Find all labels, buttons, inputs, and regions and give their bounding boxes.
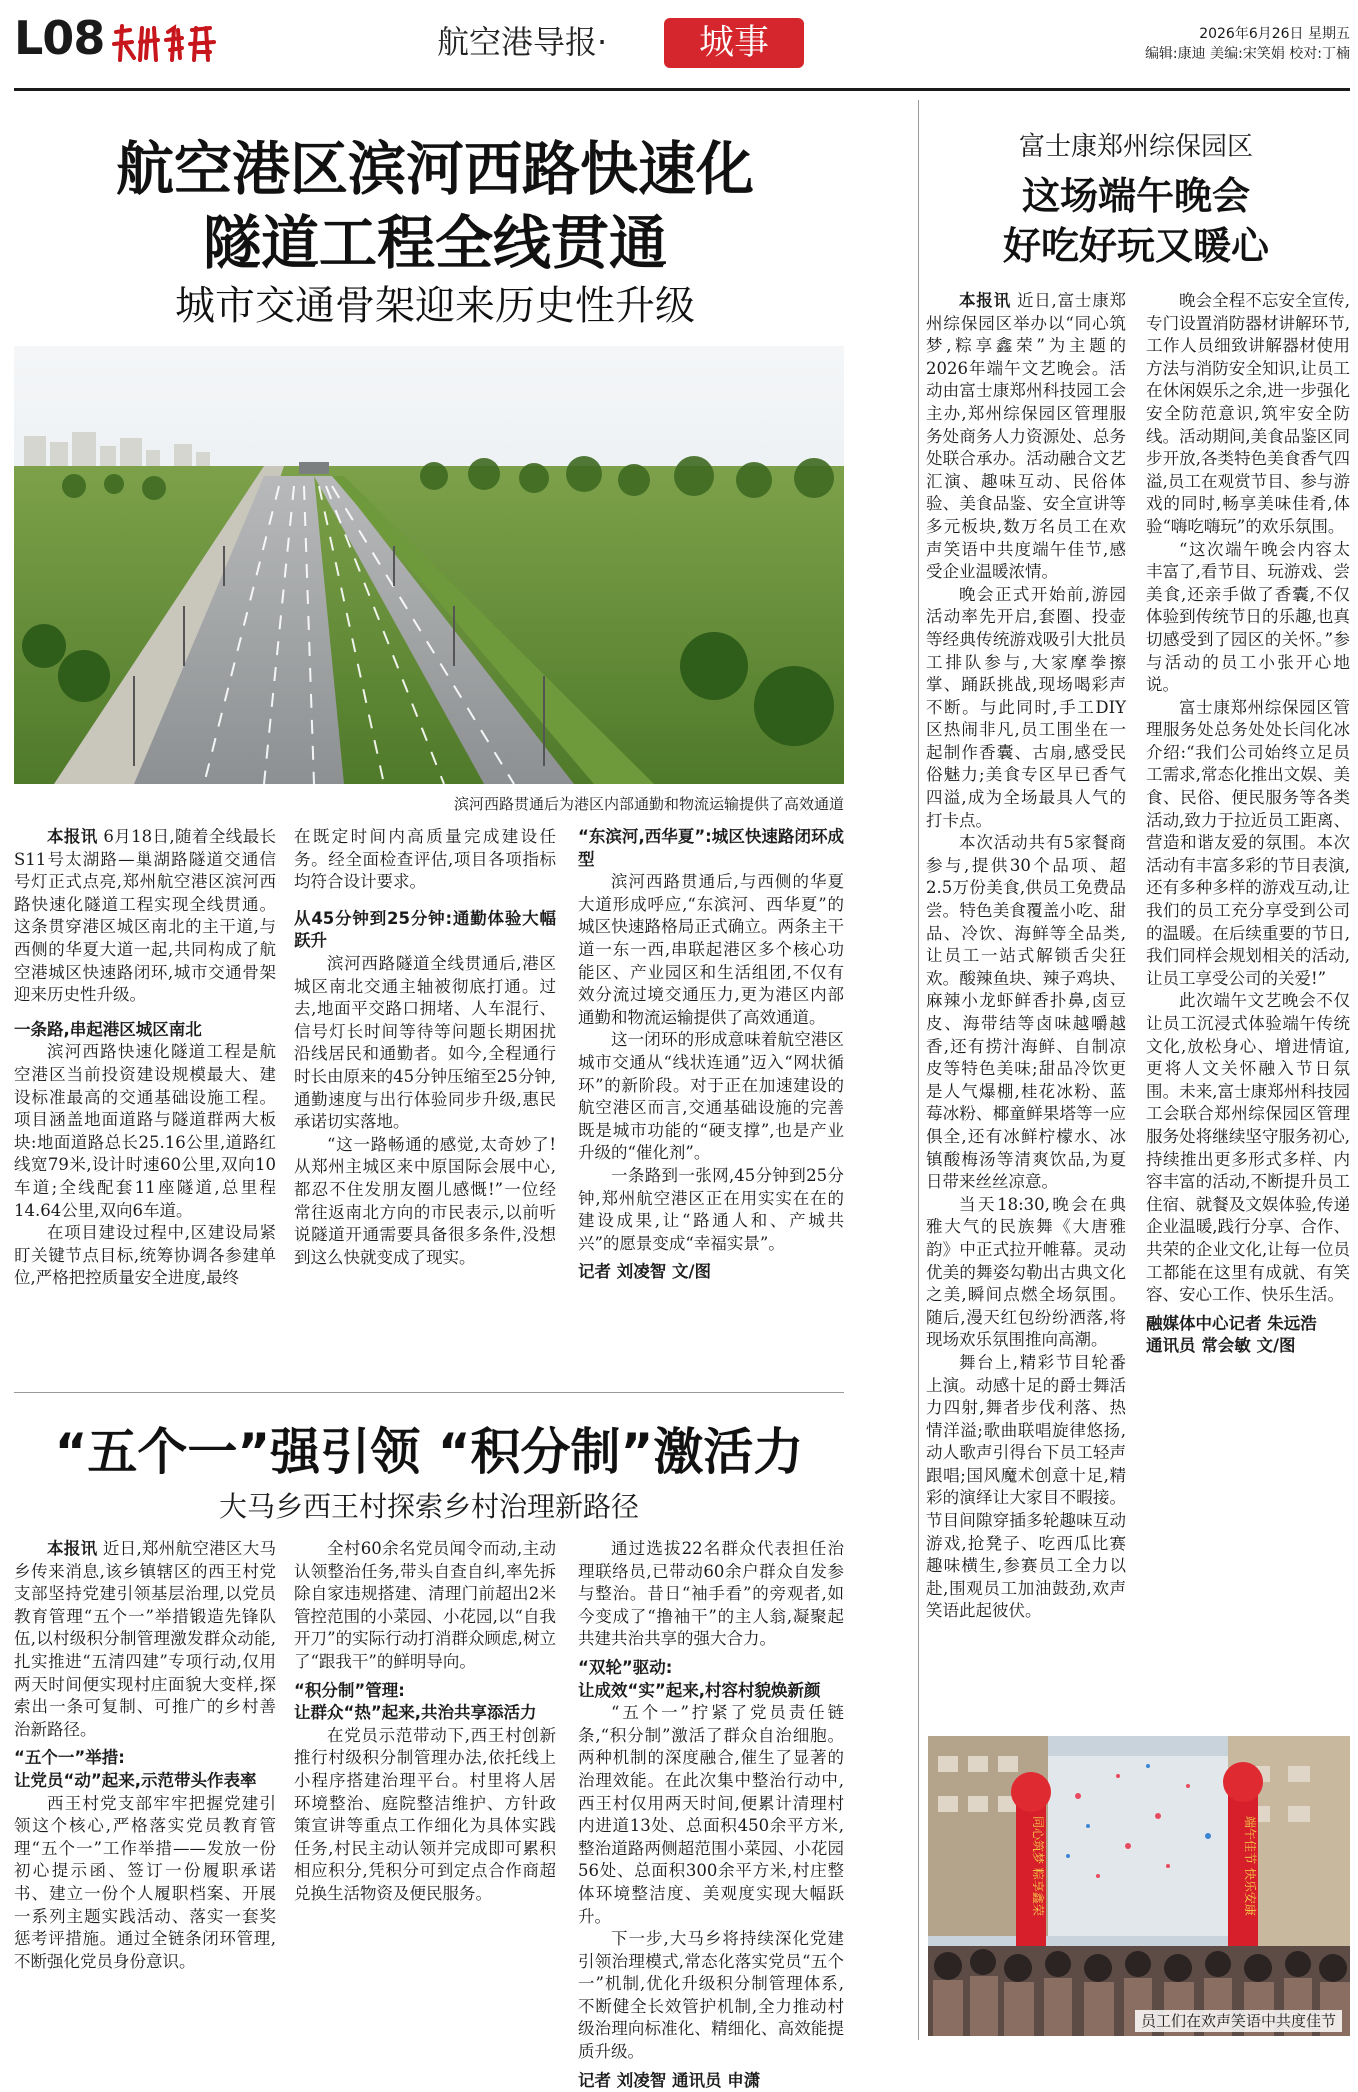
headline-line-2: 隧道工程全线贯通 [202,209,667,277]
paragraph: 在既定时间内高质量完成建设任务。经全面检查评估,项目各项指标均符合设计要求。 [294,827,556,892]
section-name: 航空港导报· [437,23,608,61]
story3-kicker: 富士康郑州综保园区 [1018,132,1253,162]
paragraph: 此次端午文艺晚会不仅让员工沉浸式体验端午传统文化,放松身心、增进情谊,更将人文关怀融入节日氛围。未来,富士康郑州科技园工会联合郑州综保园区管理服务处将继续坚守服务初心,持续推出更多形式多样、内容丰富的活动,不断提升员工住宿、就餐及文娱体验,传递企业温暖,践行分享、合作、共荣的企业文化,让每一位员工都能在这里有成就、有笑容、安心工作、快乐生活。 [1146,991,1350,1305]
byline: 融媒体中心记者 朱远浩 [1146,1313,1317,1333]
paragraph: 这一闭环的形成意味着航空港区城市交通从“线状连通”迈入“网状循环”的新阶段。对于正在加速建设的航空港区而言,交通基础设施的完善既是城市功能的“硬支撑”,也是产业升级的“催化剂”。 [578,1030,844,1163]
story-divider [14,1392,844,1393]
lead-tag: 本报讯 [959,291,1011,310]
lead-paragraph: 近日,郑州航空港区大马乡传来消息,该乡镇辖区的西王村党支部坚持党建引领基层治理,以党员教育管理“五个一”举措锻造先锋队伍,以村级积分制管理激发群众动能,扎实推进“五清四建”专项行动,仅用两天时间便实现村庄面貌大变样,探索出一条可复制、可推广的乡村善治新路径。 [14,1539,276,1739]
subhead: 让成效“实”起来,村容村貌焕新颜 [578,1680,821,1700]
paragraph: 本次活动共有5家餐商参与,提供30个品项、超2.5万份美食,供员工免费品尝。特色美食覆盖小吃、甜品、冷饮、海鲜等全品类,让员工一站式解锁舌尖狂欢。酸辣鱼块、辣子鸡块、麻辣小龙虾鲜香扑鼻,卤豆皮、海带结等卤味越嚼越香,还有捞汁海鲜、自制凉皮等特色美味;甜品冷饮更是人气爆棚,桂花冰粉、蓝莓冰粉、椰童鲜果塔等一应俱全,还有冰鲜柠檬水、冰镇酸梅汤等清爽饮品,为夏日带来丝丝凉意。 [926,833,1126,1192]
paragraph: 下一步,大马乡将持续深化党建引领治理模式,常态化落实党员“五个一”机制,优化升级积分制管理体系,不断健全长效管护机制,全力推动村级治理向标准化、精细化、高效能提质升级。 [578,1929,844,2062]
tunnel-road-photo [14,346,844,784]
story2-column-1 [14,1538,276,1973]
story2-subheadline: 大马乡西王村探索乡村治理新路径 [218,1490,639,1523]
story1-column-3 [578,826,844,1284]
paragraph: 滨河西路贯通后,与西侧的华夏大道形成呼应,“东滨河、西华夏”的城区快速路格局正式确立。两条主干道一东一西,串联起港区多个核心功能区、产业园区和生活组团,不仅有效分流过境交通压力,更为港区内部通勤和物流运输提供了高效通道。 [578,872,844,1027]
lead-paragraph: 6月18日,随着全线最长S11号太湖路—巢湖路隧道交通信号灯正式点亮,郑州航空港区滨河西路快速化隧道工程实现全线贯通。这条贯穿港区城区南北的主干道,与西侧的华夏大道一起,共同构成了航空港城区快速路闭环,城市交通骨架迎来历史性升级。 [14,827,276,1005]
paragraph: 滨河西路快速化隧道工程是航空港区当前投资建设规模最大、建设标准最高的交通基础设施工程。项目涵盖地面道路与隧道群两大板块:地面道路总长25.16公里,道路红线宽79米,设计时速60公里,双向10车道;全线配套11座隧道,总里程14.64公里,双向6车道。 [14,1042,276,1220]
section-badge: 城事 [664,18,804,68]
paragraph: “五个一”拧紧了党员责任链条,“积分制”激活了群众自治细胞。两种机制的深度融合,催生了显著的治理效能。在此次集中整治行动中,西王村仅用两天时间,便累计清理村内进道13处、总面积450余平方米,整治道路两侧超范围小菜园、小花园56处、总面积300余平方米,村庄整体环境整洁度、美观度实现大幅跃升。 [578,1703,844,1926]
paragraph: 晚会全程不忘安全宣传,专门设置消防器材讲解环节,工作人员细致讲解器材使用方法与消防安全知识,让员工在休闲娱乐之余,进一步强化安全防范意识,筑牢安全防线。活动期间,美食品鉴区同步开放,各类特色美食香气四溢,员工在观赏节目、参与游戏的同时,畅享美味佳肴,体验“嗨吃嗨玩”的欢乐氛围。 [1146,291,1350,536]
headline-line-1: 航空港区滨河西路快速化 [115,135,754,203]
story2-column-3 [578,1538,844,2092]
subheadline: 城市交通骨架迎来历史性升级 [175,283,695,329]
paragraph: 西王村党支部牢牢把握党建引领这个核心,严格落实党员教育管理“五个一”工作举措——发放一份初心提示函、签订一份履职承诺书、建立一份个人履职档案、开展一系列主题实践活动、落实一套奖惩考评措施。通过全链条闭环管理,不断强化党员身份意识。 [14,1793,276,1971]
subhead: “双轮”驱动: [578,1657,673,1677]
paragraph: 富士康郑州综保园区管理服务处总务处处长闫化冰介绍:“我们公司始终立足员工需求,常态化推出文娱、美食、民俗、便民服务等各类活动,致力于拉近员工距离、营造和谐友爱的氛围。本次活动有丰富多彩的节目表演,还有多种多样的游戏互动,让我们的员工充分享受到公司的温暖。在后续重要的节日,我们同样会规划相关的活动,让员工享受公司的关爱!” [1146,697,1350,988]
story3-headline-line-1: 这场端午晚会 [1021,174,1250,218]
subhead: “东滨河,西华夏”:城区快速路闭环成型 [578,827,844,869]
party-photo [928,1736,1350,2036]
story3-column-1 [926,290,1126,1623]
byline: 记者 刘凌智 文/图 [578,1262,712,1282]
paragraph: 通过选拔22名群众代表担任治理联络员,已带动60余户群众自发参与整治。昔日“袖手看”的旁观者,如今变成了“撸袖干”的主人翁,凝聚起共建共治共享的强大合力。 [578,1539,844,1649]
byline: 记者 刘凌智 通讯员 申潇 [578,2070,761,2090]
paragraph: 在项目建设过程中,区建设局紧盯关键节点目标,统筹协调各参建单位,严格把控质量安全进度,最终 [14,1223,276,1288]
lead-tag: 本报讯 [47,827,98,846]
paragraph: 晚会正式开始前,游园活动率先开启,套圈、投壶等经典传统游戏吸引大批员工排队参与,大家摩拳擦掌、踊跃挑战,现场喝彩声不断。与此同时,手工DIY区热闹非凡,员工围坐在一起制作香囊、古扇,感受民俗魅力;美食专区早已香气四溢,成为全场最具人气的打卡点。 [926,584,1126,830]
page-number: L08 [14,11,105,65]
paragraph: “这一路畅通的感觉,太奇妙了!从郑州主城区来中原国际会展中心,都忍不住发朋友圈儿感慨!”一位经常往返南北方向的市民表示,以前听说隧道开通需要具备很多条件,没想到这么快就变成了现实。 [294,1134,556,1267]
byline: 通讯员 常会敏 文/图 [1146,1336,1296,1356]
paragraph: 在党员示范带动下,西王村创新推行村级积分制管理办法,依托线上小程序搭建治理平台。村里将人居环境整治、庭院整洁维护、方针政策宣讲等重点工作细化为具体实践任务,村民主动认领并完成即可累积相应积分,凭积分可到定点合作商超兑换生活物资及便民服务。 [294,1725,556,1903]
subhead: 从45分钟到25分钟:通勤体验大幅跃升 [294,908,556,951]
newspaper-logo [110,22,220,66]
subhead: 让党员“动”起来,示范带头作表率 [14,1770,257,1790]
story3-headline-line-2: 好吃好玩又暖心 [1002,224,1269,268]
paragraph: “这次端午晚会内容太丰富了,看节目、玩游戏、尝美食,还亲手做了香囊,不仅体验到传统节日的乐趣,也真切感受到了园区的关怀。”参与活动的员工小张开心地说。 [1146,539,1350,695]
lead-tag: 本报讯 [47,1539,98,1558]
subhead: “五个一”举措: [14,1748,125,1768]
paragraph: 舞台上,精彩节目轮番上演。动感十足的爵士舞活力四射,舞者步伐利落、热情洋溢;歌曲联唱旋律悠扬,动人歌声引得台下员工轻声跟唱;国风魔术创意十足,精彩的演绎让大家目不暇接。节目间隙穿插多轮趣味互动游戏,抢凳子、吃西瓜比赛趣味横生,参赛员工全力以赴,围观员工加油鼓劲,欢声笑语此起彼伏。 [926,1352,1126,1621]
paragraph: 滨河西路隧道全线贯通后,港区城区南北交通主轴被彻底打通。过去,地面平交路口拥堵、人车混行、信号灯长时间等待等问题长期困扰沿线居民和通勤者。如今,全程通行时长由原来的45分钟压缩至25分钟,通勤速度与出行体验同步升级,惠民承诺切实落地。 [294,953,556,1132]
issue-date: 2026年6月26日 星期五 [1199,26,1350,42]
story2-headline: “五个一”强引领 “积分制”激活力 [54,1423,804,1481]
subhead: 一条路,串起港区城区南北 [14,1019,202,1039]
paragraph: 一条路到一张网,45分钟到25分钟,郑州航空港区正在用实实在在的建设成果,让“路通人和、产城共兴”的愿景变成“幸福实景”。 [578,1165,844,1253]
banner-right: 端午佳节 快乐安康 [1243,1816,1257,1916]
paragraph: 当天18:30,晚会在典雅大气的民族舞《大唐雅韵》中正式拉开帷幕。灵动优美的舞姿勾勒出古典文化之美,瞬间点燃全场氛围。随后,漫天红包纷纷洒落,将现场欢乐氛围推向高潮。 [926,1194,1126,1350]
party-photo-caption: 员工们在欢声笑语中共度佳节 [1135,2010,1342,2032]
lead-paragraph: 近日,富士康郑州综保园区举办以“同心筑梦,粽享鑫荣”为主题的2026年端午文艺晚会。活动由富士康郑州科技园工会主办,郑州综保园区管理服务处商务人力资源处、总务处联合承办。活动融合文艺汇演、趣味互动、民俗体验、美食品鉴、安全宣讲等多元板块,数万名员工在欢声笑语中共度端午佳节,感受企业温暖浓情。 [926,291,1126,582]
story1-column-1 [14,826,276,1290]
banner-left: 同心筑梦 粽享鑫荣 [1031,1816,1045,1916]
story3-column-2 [1146,290,1350,1358]
paragraph: 全村60余名党员闻令而动,主动认领整治任务,带头自查自纠,率先拆除自家违规搭建、清理门前超出2米管控范围的小菜园、小花园,以“自我开刀”的实际行动打消群众顾虑,树立了“跟我干”的鲜明导向。 [294,1539,556,1671]
editor-credits: 编辑:康迪 美编:宋笑娟 校对:丁楠 [1144,46,1350,62]
subhead: 让群众“热”起来,共治共享添活力 [294,1703,537,1723]
column-divider [918,100,919,2040]
story1-column-2 [294,826,556,1269]
story2-column-2 [294,1538,556,1906]
subhead: “积分制”管理: [294,1680,405,1700]
photo-caption: 滨河西路贯通后为港区内部通勤和物流运输提供了高效通道 [453,795,844,813]
masthead-rule [14,88,1350,91]
